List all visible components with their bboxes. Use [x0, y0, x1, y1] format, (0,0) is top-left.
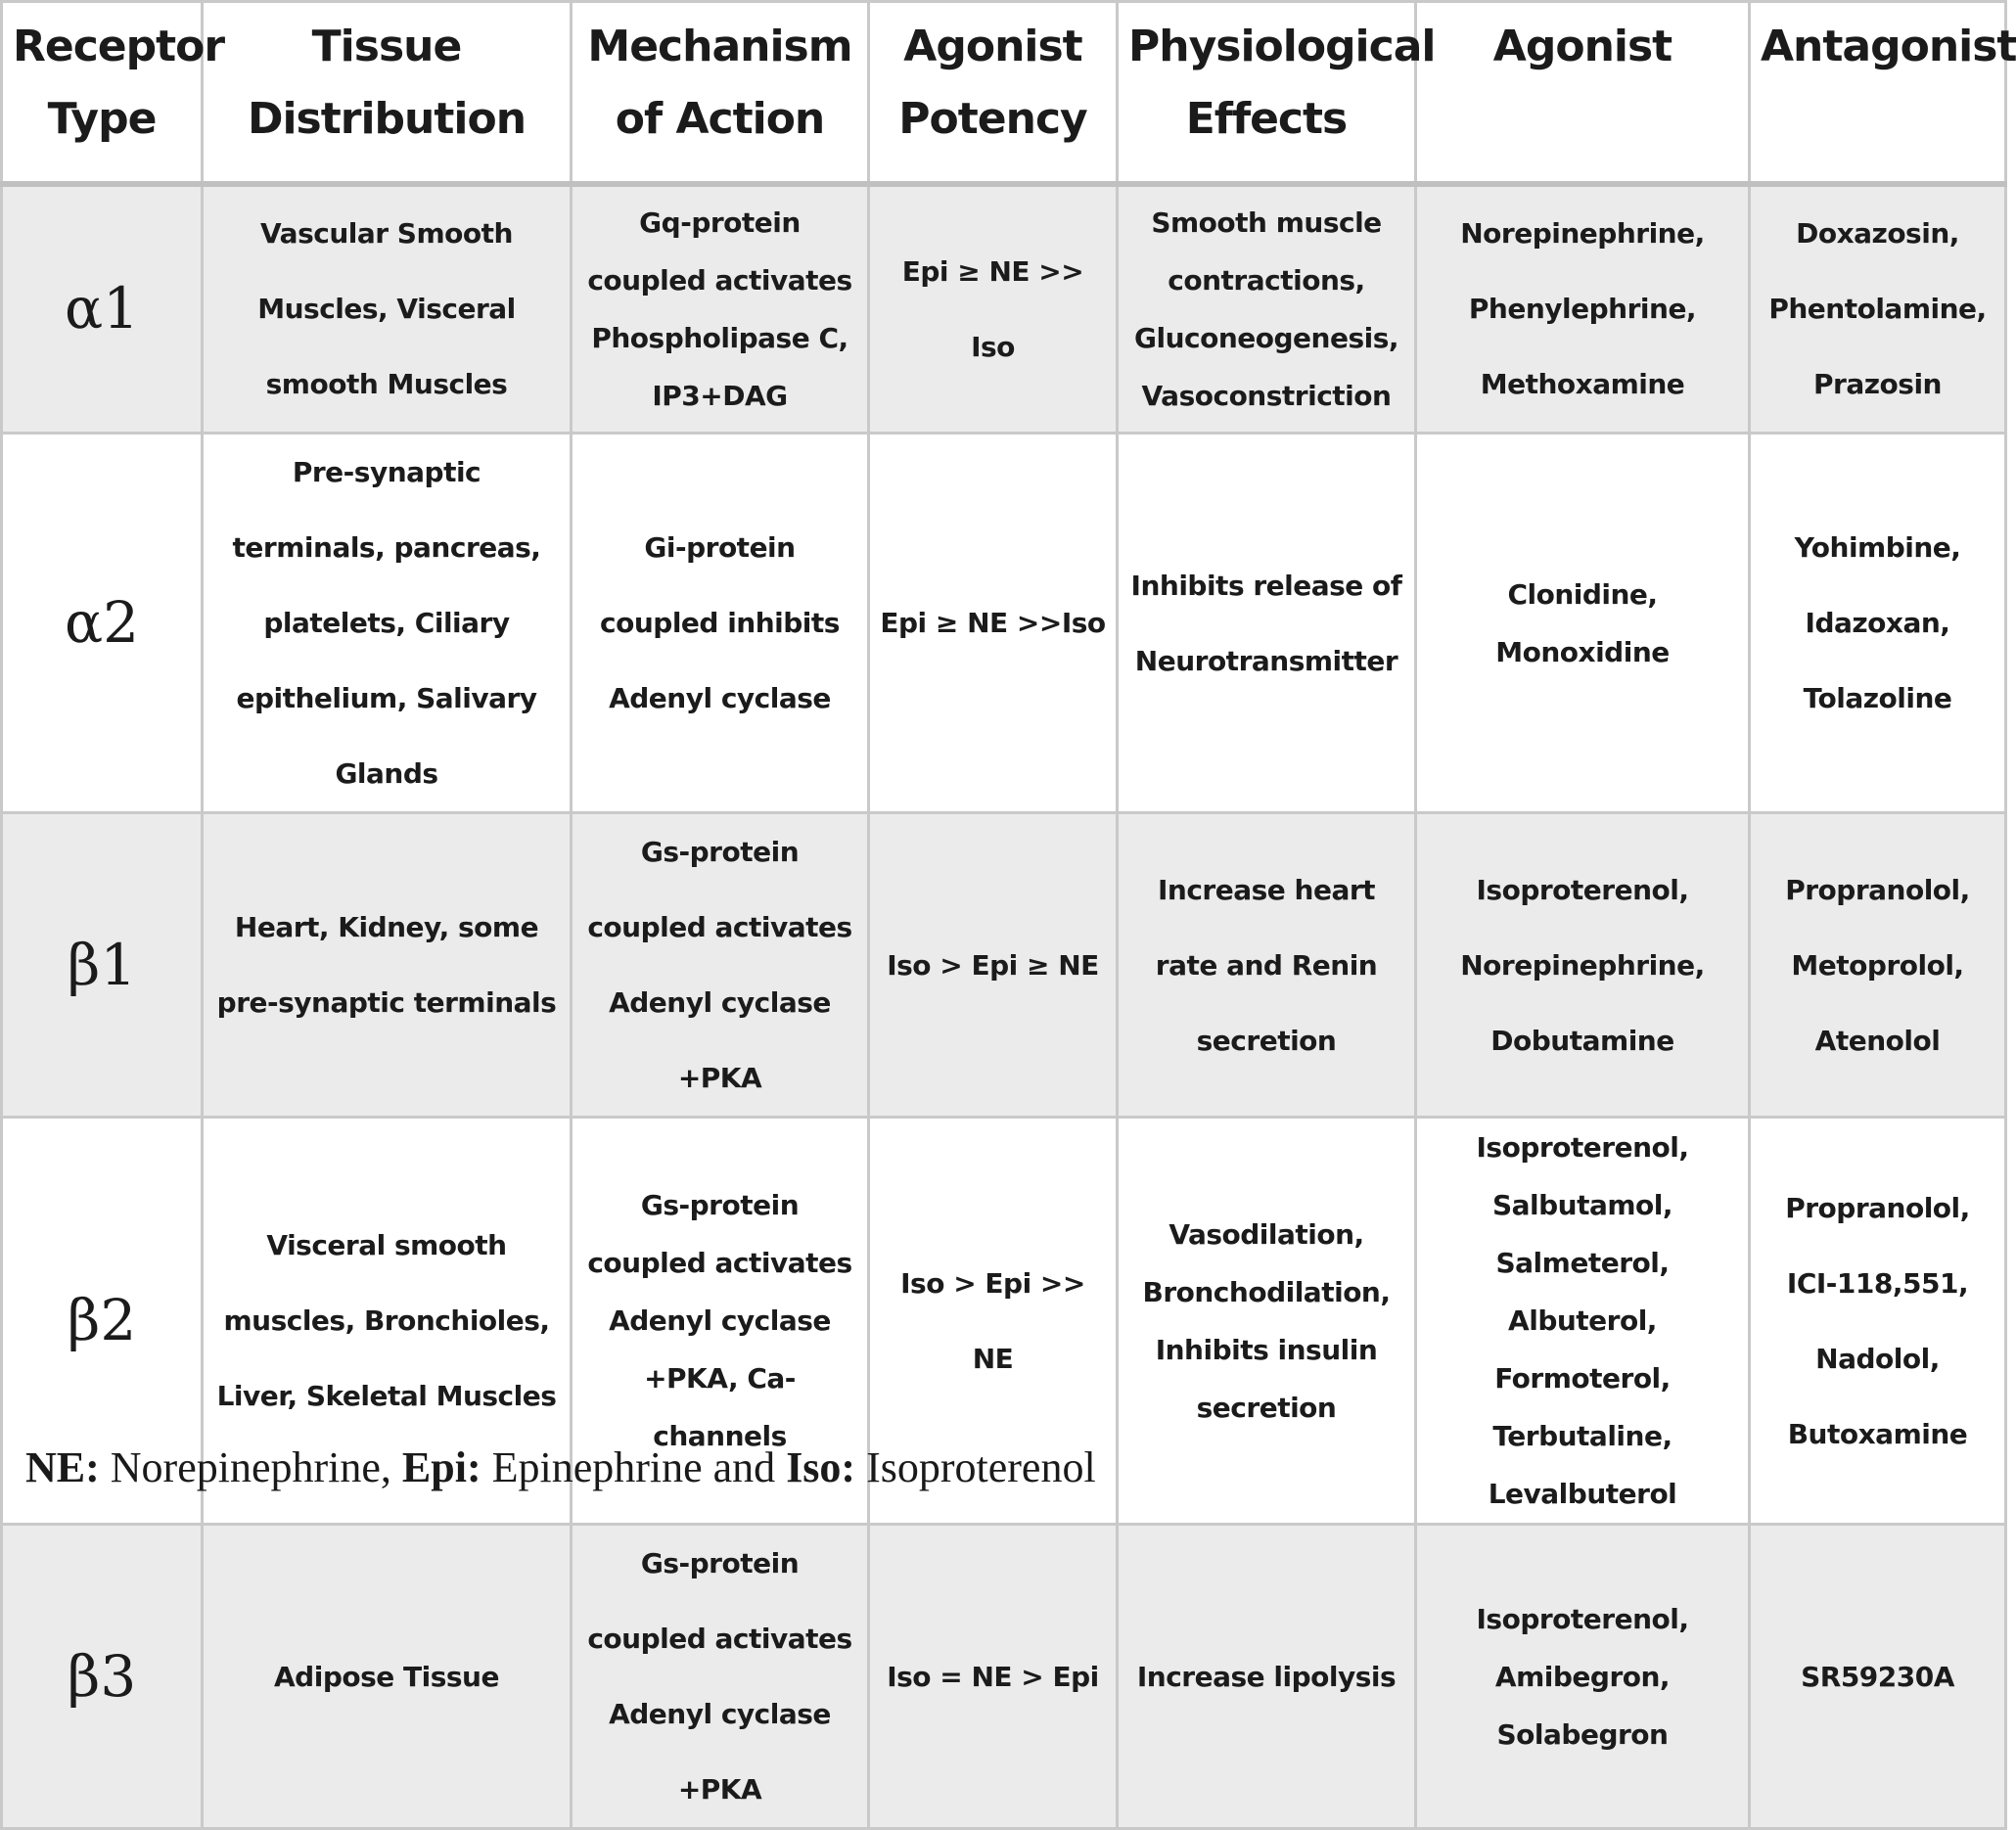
- tissue-distribution-cell: Vascular Smooth Muscles, Visceral smooth Muscles: [203, 184, 572, 434]
- tissue-distribution-cell: Visceral smooth muscles, Bronchioles, Liver, Skeletal Muscles: [203, 1118, 572, 1525]
- receptor-type-cell: α2: [2, 434, 203, 813]
- physiological-effects-cell: Increase lipolysis: [1118, 1525, 1416, 1829]
- agonist-cell: Isoproterenol, Amibegron, Solabegron: [1416, 1525, 1750, 1829]
- tissue-distribution-cell: Heart, Kidney, some pre-synaptic terminals: [203, 813, 572, 1118]
- mechanism-cell: Gs-protein coupled activates Adenyl cyclase +PKA: [572, 1525, 869, 1829]
- receptor-type-cell: α1: [2, 184, 203, 434]
- header-antagonist: Antagonist: [1750, 2, 2006, 184]
- table-row: [2, 1525, 2006, 1829]
- header-tissue-distribution: Tissue Distribution: [203, 2, 572, 184]
- physiological-effects-cell: Smooth muscle contractions, Gluconeogenesis, Vasoconstriction: [1118, 184, 1416, 434]
- receptor-type-cell: β3: [2, 1525, 203, 1829]
- agonist-cell: Isoproterenol, Salbutamol, Salmeterol, Albuterol, Formoterol, Terbutaline, Levalbuterol: [1416, 1118, 1750, 1525]
- agonist-potency-cell: Iso > Epi >> NE: [869, 1118, 1118, 1525]
- header-receptor-type: Receptor Type: [2, 2, 203, 184]
- agonist-potency-cell: Epi ≥ NE >> Iso: [869, 184, 1118, 434]
- antagonist-cell: Yohimbine, Idazoxan, Tolazoline: [1750, 434, 2006, 813]
- header-agonist: Agonist: [1416, 2, 1750, 184]
- physiological-effects-cell: Vasodilation, Bronchodilation, Inhibits insulin secretion: [1118, 1118, 1416, 1525]
- header-physiological-effects: Physiological Effects: [1118, 2, 1416, 184]
- header-mechanism-of-action: Mechanism of Action: [572, 2, 869, 184]
- mechanism-cell: Gs-protein coupled activates Adenyl cyclase +PKA, Ca-channels: [572, 1118, 869, 1525]
- tissue-distribution-cell: Pre-synaptic terminals, pancreas, platelets, Ciliary epithelium, Salivary Glands: [203, 434, 572, 813]
- antagonist-cell: Propranolol, ICI-118,551, Nadolol, Butoxamine: [1750, 1118, 2006, 1525]
- footnote-ne-text: Norepinephrine,: [99, 1443, 402, 1491]
- footnote-epi-text: Epinephrine and: [481, 1443, 787, 1491]
- footnote-epi-abbr: Epi:: [401, 1443, 481, 1491]
- footnote-iso-abbr: Iso:: [786, 1443, 856, 1491]
- mechanism-cell: Gs-protein coupled activates Adenyl cyclase +PKA: [572, 813, 869, 1118]
- agonist-potency-cell: Epi ≥ NE >>Iso: [869, 434, 1118, 813]
- physiological-effects-cell: Inhibits release of Neurotransmitter: [1118, 434, 1416, 813]
- antagonist-cell: Doxazosin, Phentolamine, Prazosin: [1750, 184, 2006, 434]
- footnote-ne-abbr: NE:: [25, 1443, 100, 1491]
- header-agonist-potency: Agonist Potency: [869, 2, 1118, 184]
- table-row: [2, 813, 2006, 1118]
- agonist-potency-cell: Iso > Epi ≥ NE: [869, 813, 1118, 1118]
- receptor-type-cell: β1: [2, 813, 203, 1118]
- table-row: [2, 184, 2006, 434]
- receptor-type-cell: β2: [2, 1118, 203, 1525]
- mechanism-cell: Gi-protein coupled inhibits Adenyl cyclase: [572, 434, 869, 813]
- physiological-effects-cell: Increase heart rate and Renin secretion: [1118, 813, 1416, 1118]
- agonist-cell: Isoproterenol, Norepinephrine, Dobutamine: [1416, 813, 1750, 1118]
- agonist-cell: Clonidine, Monoxidine: [1416, 434, 1750, 813]
- tissue-distribution-cell: Adipose Tissue: [203, 1525, 572, 1829]
- table-row: [2, 434, 2006, 813]
- mechanism-cell: Gq-protein coupled activates Phospholipase C, IP3+DAG: [572, 184, 869, 434]
- footnote-iso-text: Isoproterenol: [855, 1443, 1096, 1491]
- antagonist-cell: Propranolol, Metoprolol, Atenolol: [1750, 813, 2006, 1118]
- agonist-cell: Norepinephrine, Phenylephrine, Methoxamine: [1416, 184, 1750, 434]
- abbreviation-footnote: [25, 1442, 1096, 1492]
- antagonist-cell: SR59230A: [1750, 1525, 2006, 1829]
- table-header-row: [2, 2, 2006, 184]
- agonist-potency-cell: Iso = NE > Epi: [869, 1525, 1118, 1829]
